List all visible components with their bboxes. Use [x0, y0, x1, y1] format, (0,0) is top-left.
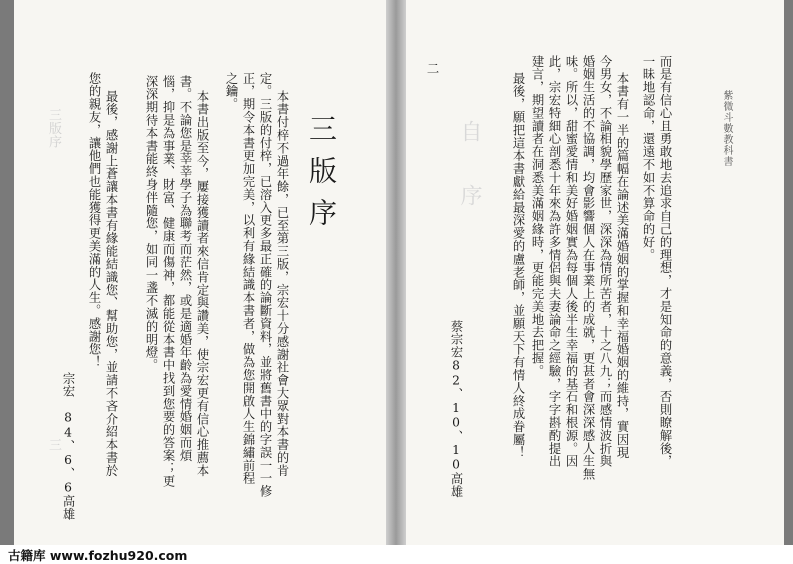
left-paragraph-5: 本書出版至今，屢接獲讀者來信肯定與讚美，使宗宏更有信心推薦本 — [195, 90, 209, 477]
left-paragraph-8: 深深期待本書能終身伴隨您，如同一盞不滅的明燈。 — [144, 75, 158, 372]
right-paragraph-8: 建言，期望讀者在洞悉美滿姻緣時，更能完美地去把握。 — [530, 55, 544, 378]
left-paragraph-7: 惱，抑是為事業、財富、健康而傷神，都能從本書中找到您要的答案；更 — [161, 75, 175, 488]
right-paragraph-3: 本書有一半的篇幅在論述美滿婚姻的掌握和幸福婚姻的維持，實因現 — [615, 72, 629, 459]
left-paragraph-10: 您的親友，讓他們也能獲得更美滿的人生。感謝您！ — [87, 72, 101, 369]
left-paragraph-2: 定。三版的付梓，已溶入更多最正確的論斷資料，並將舊書中的字誤一一修 — [258, 72, 272, 498]
right-page — [406, 0, 784, 545]
left-page-number: 三 — [46, 438, 61, 452]
right-paragraph-1: 而是有信心且勇敢地去追求自己的理想，才是知命的意義，否則瞭解後， — [658, 55, 672, 468]
right-paragraph-9: 最後，願把這本書獻給最深愛的盧老師，並願天下有情人終成眷屬！ — [511, 72, 525, 459]
running-header: 紫微斗數教科書 — [721, 90, 732, 167]
page-title: 三版序 — [305, 114, 338, 240]
left-paragraph-3: 正，期令本書更加完美，以利有緣結識本書者，做為您開啟人生錦繡前程 — [241, 72, 255, 485]
right-page-number: 二 — [425, 62, 439, 75]
left-paragraph-1: 本書付梓不過年餘，已至第三版，宗宏十分感謝社會大眾對本書的肯 — [275, 90, 289, 477]
book-gutter — [386, 0, 406, 545]
right-paragraph-6: 味。所以，甜蜜愛情和美好婚姻實為每個人後半生幸福的基石和根源。因 — [564, 55, 578, 468]
watermark-bar — [0, 545, 793, 562]
left-page-signature: 宗宏 84、6、6高雄 — [61, 372, 75, 521]
left-paragraph-4: 之鑰。 — [224, 72, 238, 111]
right-paragraph-2: 一昧地認命，還遠不如不算命的好。 — [641, 55, 655, 262]
right-paragraph-5: 婚姻生活的不協調，均會影響個人在事業上的成就，更甚者會深深感人生無 — [581, 55, 595, 481]
right-paragraph-7: 此，宗宏特細心剖悉十年來為許多情侶與夫妻論命之經驗，字字斟酌提出 — [547, 55, 561, 468]
right-page-ghost-title: 自 序 — [457, 120, 482, 216]
left-page — [14, 0, 386, 545]
left-paragraph-9: 最後，感謝上蒼讓本書有緣能結識您、幫助您，並請不吝介紹本書於 — [104, 90, 118, 477]
right-paragraph-4: 今男女，不論相貌學歷家世，深深為情所苦者，十之八九；而感情波折與 — [598, 55, 612, 468]
left-paragraph-6: 書。不論您是莘莘學子為聯考而茫然，或是適婚年齡為愛情婚姻而煩 — [178, 75, 192, 462]
right-page-signature: 蔡宗宏82、10、10高雄 — [449, 320, 463, 498]
left-page-running-label: 三版序 — [46, 108, 61, 149]
site-watermark: 古籍库 www.fozhu920.com — [8, 548, 188, 563]
